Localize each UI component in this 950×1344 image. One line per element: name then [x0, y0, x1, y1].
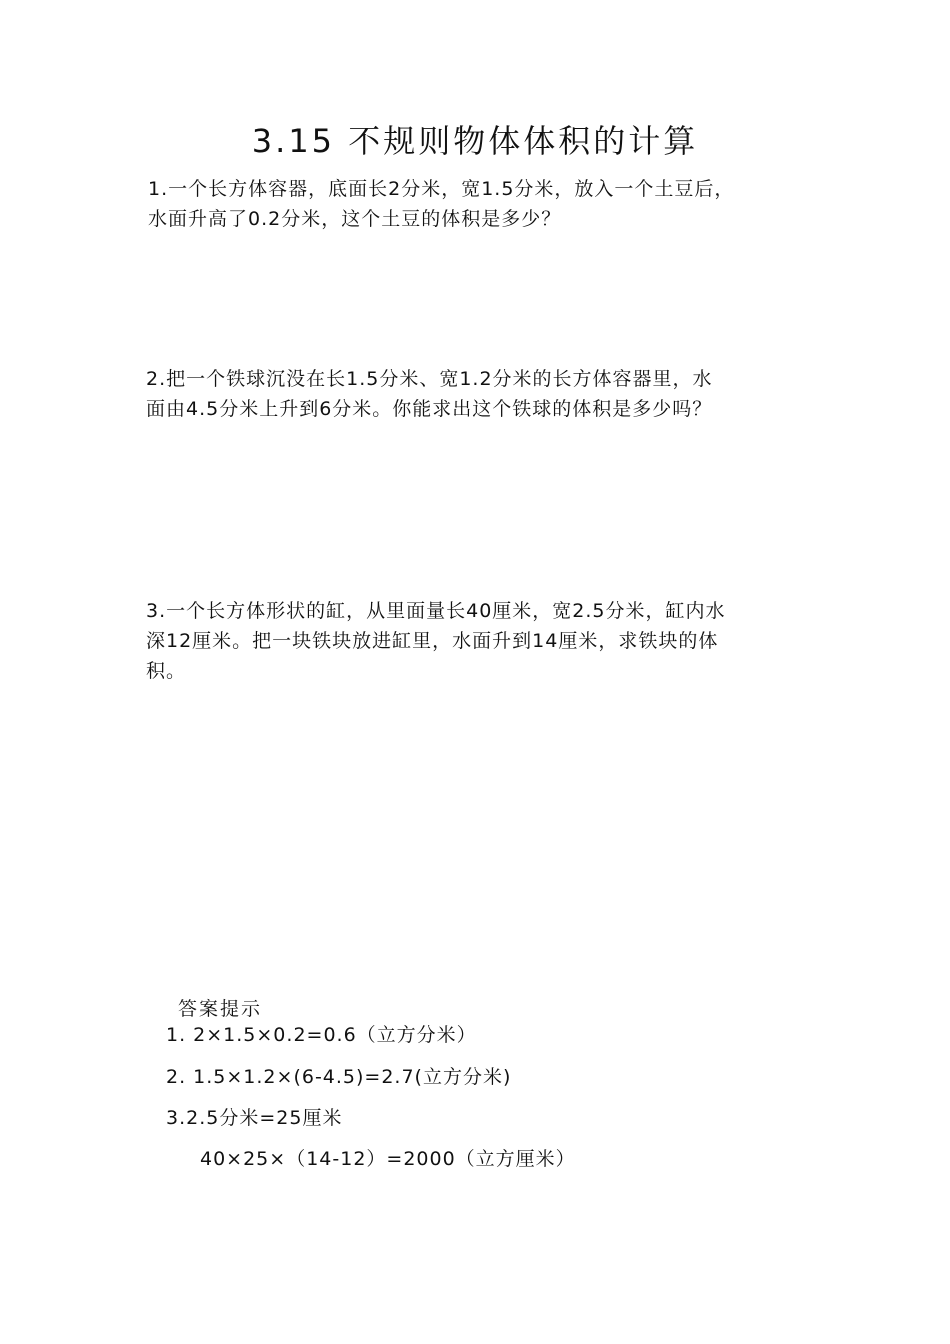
answer-heading: 答案提示 [178, 998, 263, 1020]
question-3-line-2: 深12厘米。把一块铁块放进缸里，水面升到14厘米，求铁块的体 [146, 630, 719, 652]
answer-line-2: 2. 1.5×1.2×(6-4.5)=2.7(立方分米) [166, 1066, 512, 1088]
worksheet-title: 3.15 不规则物体体积的计算 [251, 122, 699, 160]
question-2-line-1: 2.把一个铁球沉没在长1.5分米、宽1.2分米的长方体容器里，水 [146, 368, 713, 390]
answer-line-1: 1. 2×1.5×0.2=0.6（立方分米） [166, 1024, 477, 1046]
answer-line-4: 40×25×（14-12）=2000（立方厘米） [200, 1148, 576, 1170]
answer-line-3: 3.2.5分米=25厘米 [166, 1107, 343, 1129]
question-1-line-1: 1.一个长方体容器，底面长2分米，宽1.5分米，放入一个土豆后， [148, 178, 735, 200]
question-1 [148, 174, 818, 234]
question-2-line-2: 面由4.5分米上升到6分米。你能求出这个铁球的体积是多少吗？ [146, 398, 713, 420]
question-2 [146, 364, 816, 424]
question-1-line-2: 水面升高了0.2分米，这个土豆的体积是多少？ [148, 208, 562, 230]
question-3-line-1: 3.一个长方体形状的缸，从里面量长40厘米，宽2.5分米，缸内水 [146, 600, 726, 622]
question-3-line-3: 积。 [146, 660, 187, 682]
question-3 [146, 596, 816, 686]
